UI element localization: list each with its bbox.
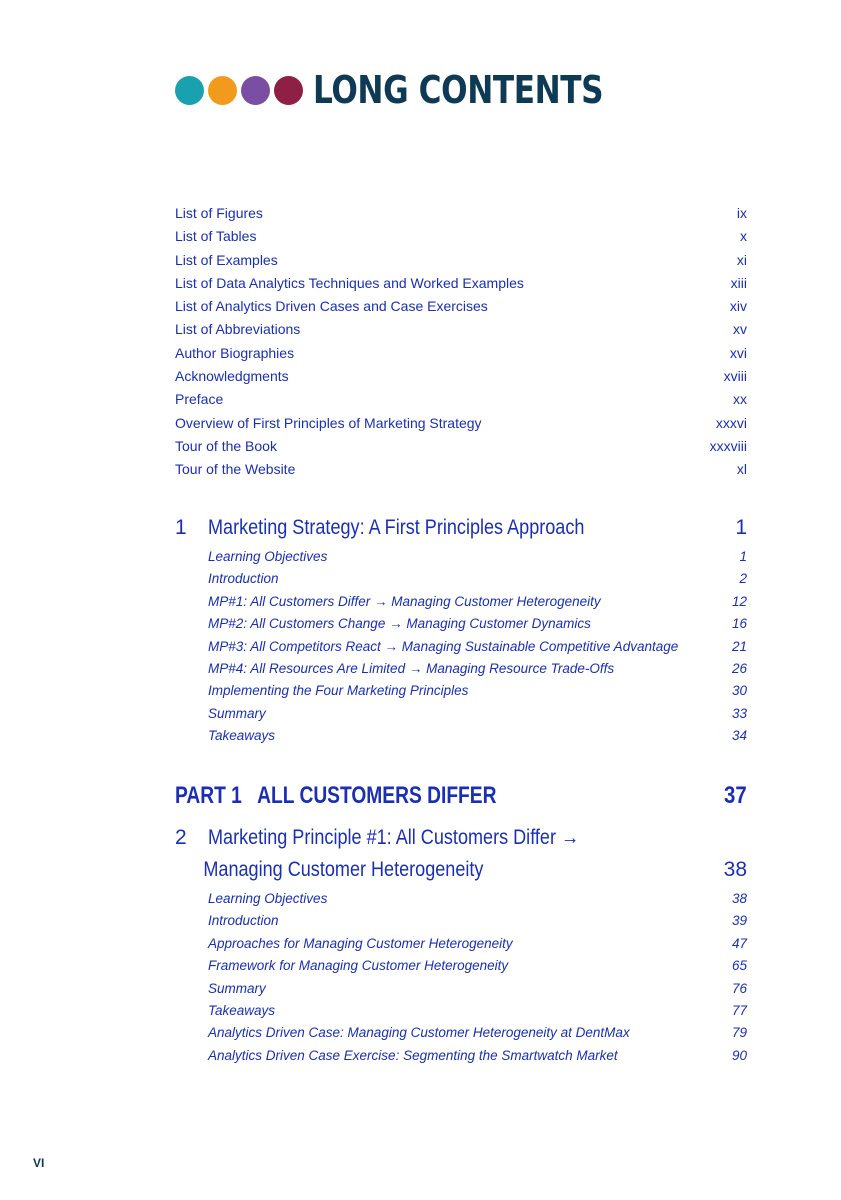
- toc-entry[interactable]: [175, 613, 747, 635]
- toc-entry-page: 65: [731, 958, 747, 974]
- toc-entry-label: Preface: [175, 391, 224, 408]
- chapter-title-line-1: Marketing Principle #1: All Customers Differ →: [208, 826, 580, 849]
- toc-entry[interactable]: [175, 568, 747, 590]
- toc-entry-label: Analytics Driven Case Exercise: Segmenting the Smartwatch Market: [208, 1047, 618, 1063]
- toc-entry-page: 26: [731, 660, 747, 676]
- toc-entry[interactable]: [175, 978, 747, 1000]
- chapter-2-sections: [175, 888, 747, 1067]
- toc-entry-page: xxxvi: [715, 414, 747, 431]
- purple-dot-icon: [241, 76, 270, 105]
- chapter-1-heading[interactable]: [175, 512, 747, 544]
- toc-entry-page: 38: [731, 891, 747, 906]
- chapter-number: 2: [175, 826, 187, 849]
- chapter-2-heading[interactable]: [175, 822, 747, 854]
- toc-entry-label: List of Figures: [175, 205, 263, 221]
- toc-entry-page: xv: [733, 321, 747, 338]
- toc-entry-page: xl: [736, 461, 747, 478]
- toc-entry-label: Takeaways: [208, 1002, 276, 1018]
- toc-entry-page: 77: [731, 1002, 747, 1018]
- toc-entry-label: Approaches for Managing Customer Heterogeneity: [208, 935, 513, 951]
- toc-entry-page: 12: [731, 593, 747, 609]
- toc-entry-page: xi: [736, 251, 747, 268]
- chapter-title-line-2: Managing Customer Heterogeneity: [203, 858, 484, 881]
- toc-entry[interactable]: [175, 933, 747, 955]
- toc-entry[interactable]: [175, 703, 747, 725]
- toc-entry[interactable]: [175, 458, 747, 481]
- toc-entry-page: xx: [733, 391, 747, 408]
- chapter-page: 1: [735, 516, 747, 539]
- page-title: LONG CONTENTS: [313, 68, 604, 112]
- toc-entry-page: 90: [731, 1047, 747, 1063]
- toc-entry-label: Introduction: [208, 913, 279, 929]
- toc-entry[interactable]: [175, 888, 747, 910]
- toc-entry-label: Author Biographies: [175, 344, 295, 361]
- toc-entry-page: 21: [731, 638, 747, 654]
- chapter-page: 38: [723, 858, 747, 881]
- toc-entry[interactable]: [175, 202, 747, 225]
- toc-entry-label: List of Abbreviations: [175, 321, 301, 338]
- chapter-2-heading-line-2[interactable]: [175, 854, 747, 886]
- chapter-1: [175, 512, 747, 748]
- toc-entry-label: Summary: [208, 705, 266, 721]
- toc-entry-label: List of Data Analytics Techniques and Worked Examples: [175, 274, 524, 291]
- maroon-dot-icon: [274, 76, 303, 105]
- toc-entry[interactable]: [175, 435, 747, 458]
- toc-entry-label: Takeaways: [208, 728, 276, 744]
- chapter-1-sections: [175, 546, 747, 748]
- toc-entry[interactable]: [175, 680, 747, 702]
- toc-entry[interactable]: [175, 249, 747, 272]
- toc-entry[interactable]: [175, 225, 747, 248]
- toc-entry-label: Summary: [208, 980, 266, 996]
- toc-entry-page: xviii: [723, 368, 747, 385]
- toc-entry-label: Framework for Managing Customer Heterogeneity: [208, 958, 509, 974]
- toc-entry-label: Tour of the Book: [175, 437, 277, 454]
- toc-entry-label: Learning Objectives: [208, 891, 328, 906]
- toc-entry[interactable]: [175, 342, 747, 365]
- toc-entry-label: MP#3: All Competitors React → Managing Sustainable Competitive Advantage: [208, 638, 679, 654]
- toc-entry-label: Tour of the Website: [175, 461, 296, 478]
- page-number: VI: [33, 1156, 45, 1170]
- toc-entry[interactable]: [175, 955, 747, 977]
- toc-entry[interactable]: [175, 388, 747, 411]
- toc-entry-label: Analytics Driven Case: Managing Customer Heterogeneity at DentMax: [208, 1025, 630, 1041]
- front-matter-list: [175, 202, 747, 482]
- toc-entry-page: xxxviii: [709, 437, 747, 454]
- toc-entry-label: MP#1: All Customers Differ → Managing Customer Heterogeneity: [208, 593, 601, 609]
- toc-entry[interactable]: [175, 318, 747, 341]
- toc-entry-label: MP#4: All Resources Are Limited → Managing Resource Trade-Offs: [208, 660, 615, 676]
- toc-entry-page: 79: [731, 1025, 747, 1041]
- toc-entry-label: Introduction: [208, 571, 279, 587]
- part-page: 37: [724, 782, 747, 809]
- toc-entry-page: 34: [731, 728, 747, 744]
- toc-entry[interactable]: [175, 1045, 747, 1067]
- chapter-2: [175, 822, 747, 1067]
- toc-entry-label: Learning Objectives: [208, 549, 328, 564]
- toc-entry-page: 30: [731, 683, 747, 699]
- toc-entry-page: 39: [731, 913, 747, 929]
- toc-entry[interactable]: [175, 910, 747, 932]
- toc-entry[interactable]: [175, 272, 747, 295]
- toc-entry-page: xiv: [729, 298, 747, 315]
- chapter-title: Marketing Strategy: A First Principles Approach: [208, 516, 585, 539]
- toc-entry-page: ix: [736, 205, 747, 221]
- toc-entry[interactable]: [175, 546, 747, 568]
- part-1-heading[interactable]: [175, 780, 747, 812]
- toc-entry[interactable]: [175, 591, 747, 613]
- toc-entry-label: List of Examples: [175, 251, 278, 268]
- toc-entry[interactable]: [175, 1000, 747, 1022]
- contents-header: [175, 68, 667, 112]
- toc-entry[interactable]: [175, 412, 747, 435]
- toc-entry[interactable]: [175, 1022, 747, 1044]
- toc-entry-page: xvi: [729, 344, 747, 361]
- toc-entry[interactable]: [175, 636, 747, 658]
- toc-entry-page: 16: [731, 616, 747, 632]
- toc-entry-page: 33: [731, 705, 747, 721]
- toc-entry-page: 76: [731, 980, 747, 996]
- toc-entry-label: Overview of First Principles of Marketing Strategy: [175, 414, 482, 431]
- toc-entry-label: List of Tables: [175, 228, 257, 245]
- toc-entry-page: 47: [731, 935, 747, 951]
- toc-entry-label: MP#2: All Customers Change → Managing Customer Dynamics: [208, 616, 591, 632]
- toc-entry-label: Acknowledgments: [175, 368, 289, 385]
- toc-entry-page: 2: [739, 571, 747, 587]
- toc-entry-label: Implementing the Four Marketing Principles: [208, 683, 469, 699]
- chapter-number: 1: [175, 516, 187, 539]
- toc-entry-label: List of Analytics Driven Cases and Case Exercises: [175, 298, 488, 315]
- toc-entry-page: xiii: [730, 274, 747, 291]
- toc-entry[interactable]: [175, 365, 747, 388]
- toc-entry[interactable]: [175, 725, 747, 747]
- toc-entry[interactable]: [175, 658, 747, 680]
- toc-entry-page: 1: [739, 549, 747, 564]
- toc-entry-page: x: [740, 228, 747, 245]
- teal-dot-icon: [175, 76, 204, 105]
- part-label: PART 1 ALL CUSTOMERS DIFFER: [175, 782, 497, 809]
- toc-entry[interactable]: [175, 295, 747, 318]
- orange-dot-icon: [208, 76, 237, 105]
